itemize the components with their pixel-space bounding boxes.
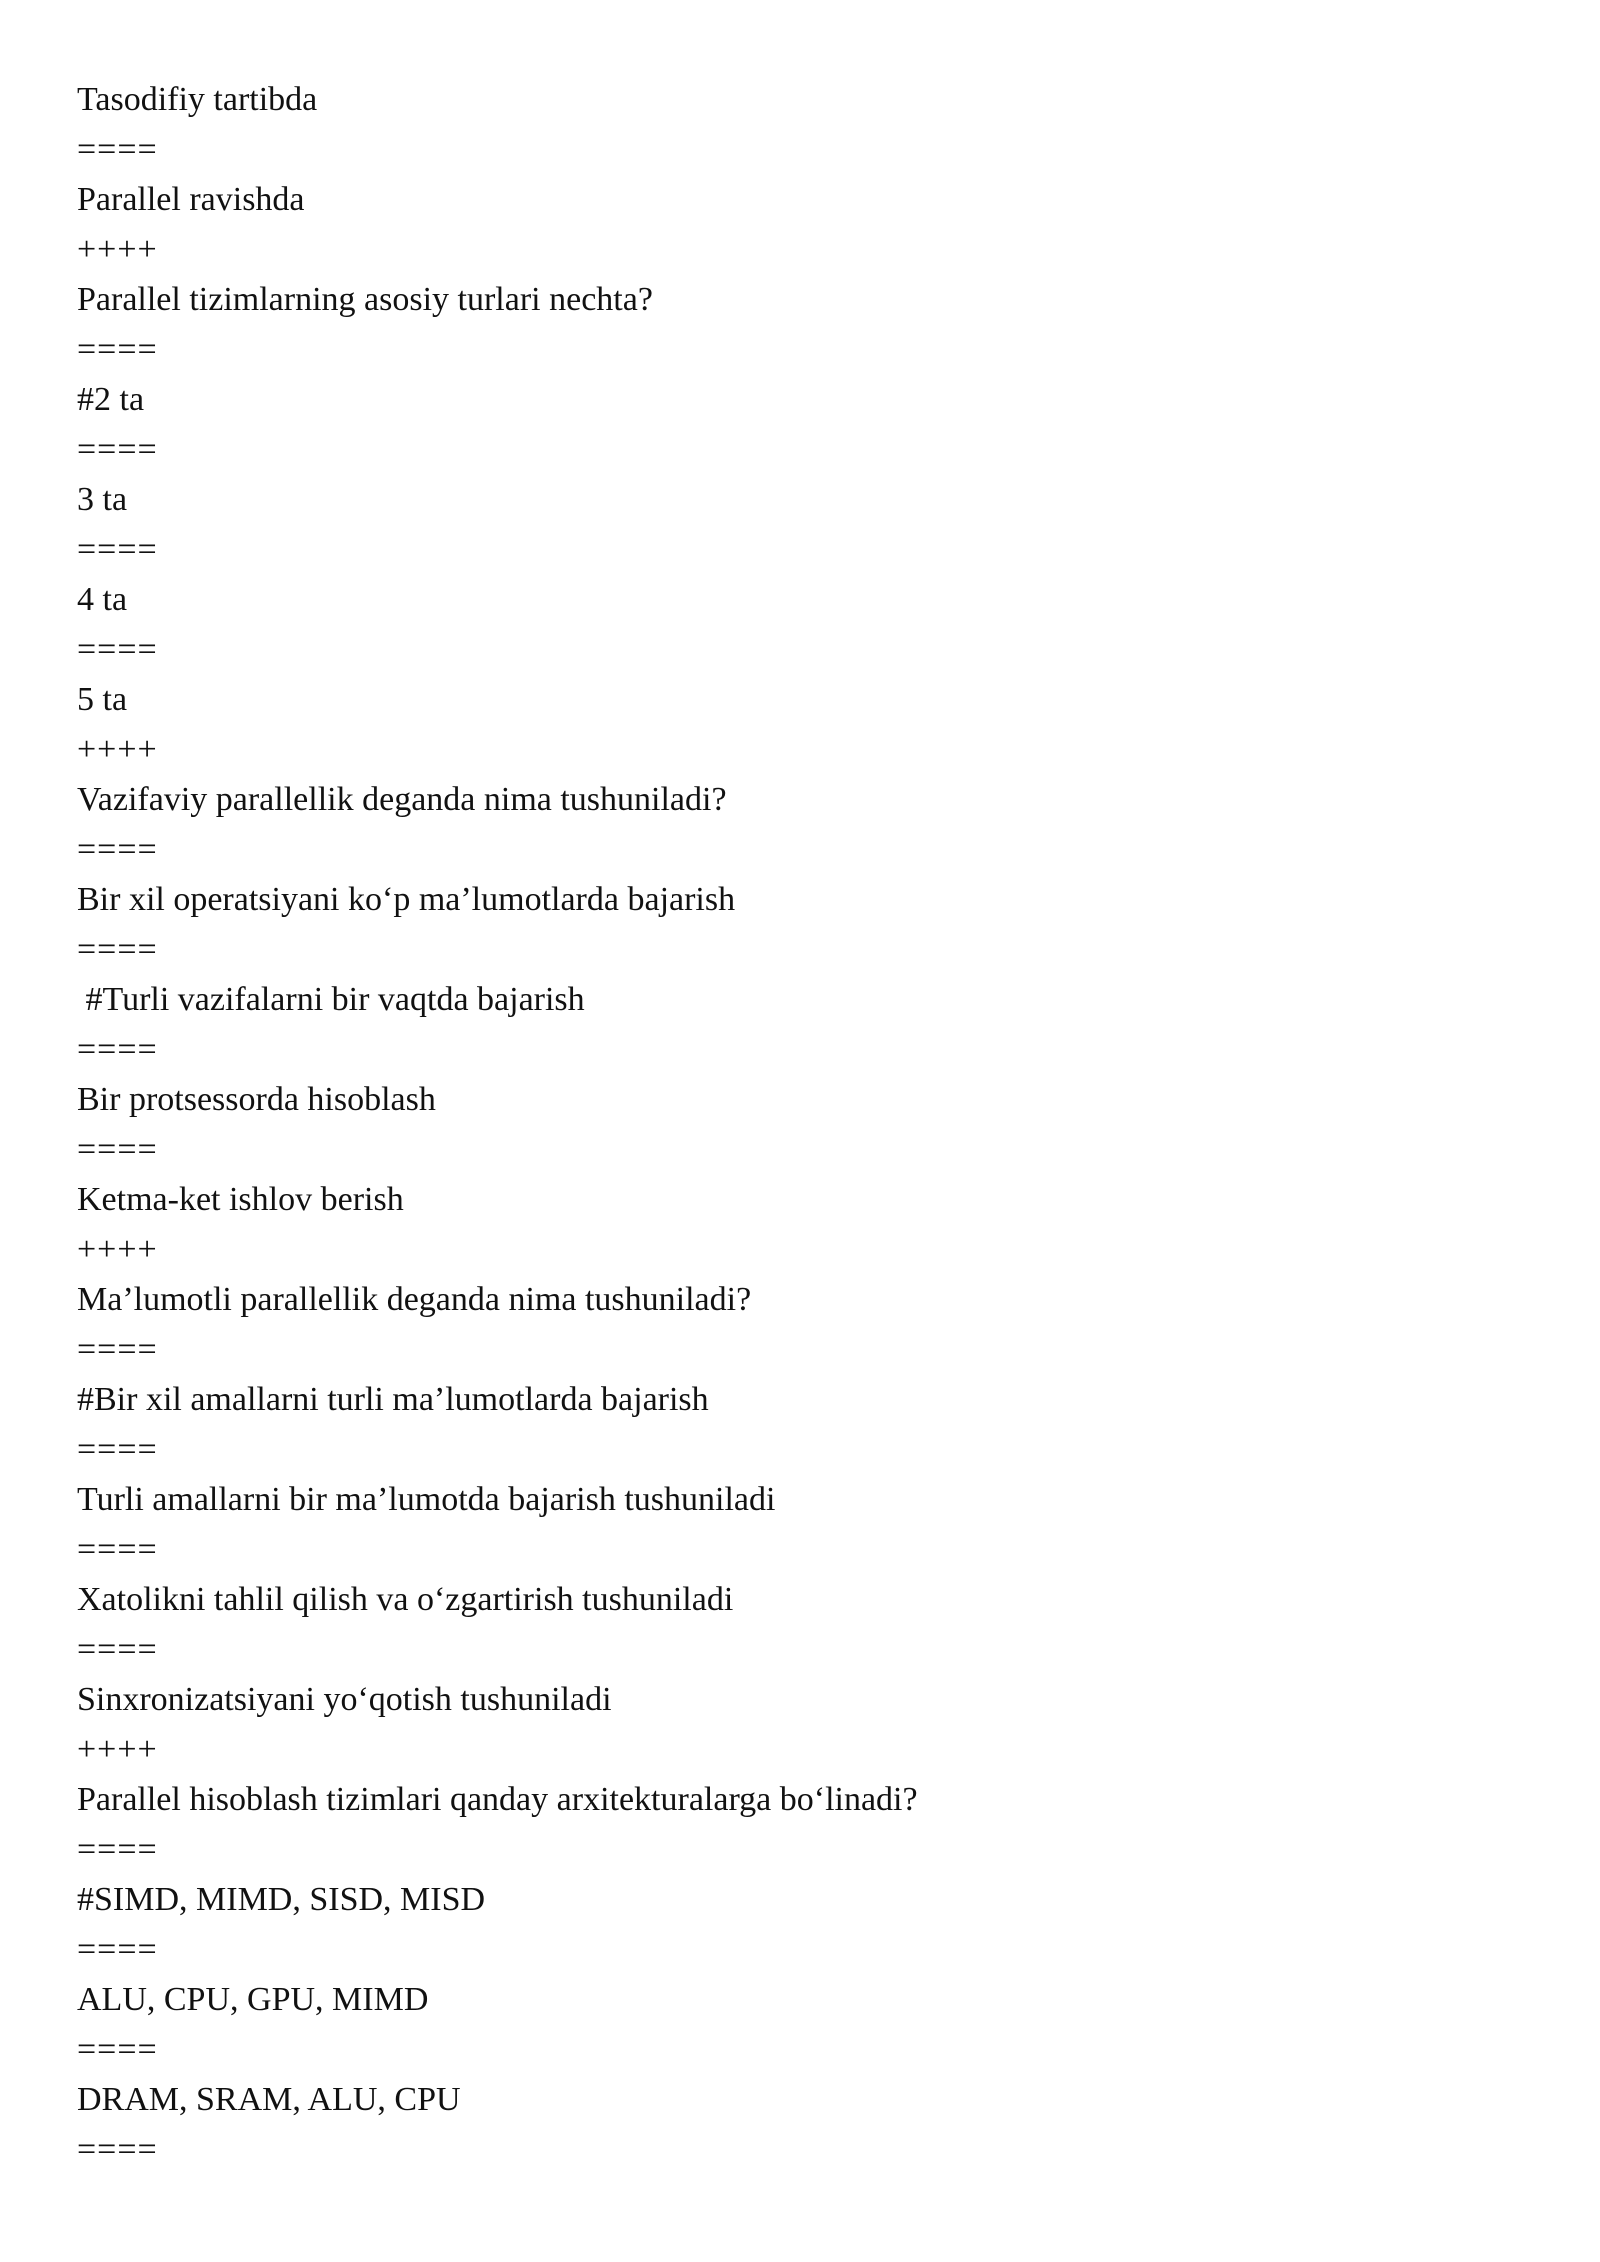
answer-option: Tasodifiy tartibda (77, 81, 318, 118)
answer-option-correct: #Bir xil amallarni turli ma’lumotlarda bajarish (77, 1381, 709, 1418)
answer-option: Ketma-ket ishlov berish (77, 1181, 404, 1218)
option-separator: ==== (77, 1131, 158, 1168)
option-separator: ==== (77, 831, 158, 868)
option-separator: ==== (77, 431, 158, 468)
option-separator: ==== (77, 131, 158, 168)
document-body (77, 75, 1527, 2175)
option-separator: ==== (77, 531, 158, 568)
option-separator: ==== (77, 631, 158, 668)
question-separator: ++++ (77, 1731, 158, 1768)
option-separator: ==== (77, 331, 158, 368)
answer-option: 4 ta (77, 581, 128, 618)
option-separator: ==== (77, 1531, 158, 1568)
answer-option: ALU, CPU, GPU, MIMD (77, 1981, 429, 2018)
question-separator: ++++ (77, 231, 158, 268)
answer-option: Sinxronizatsiyani yo‘qotish tushuniladi (77, 1681, 612, 1718)
question-text: Ma’lumotli parallellik deganda nima tushuniladi? (77, 1281, 752, 1318)
question-text: Parallel hisoblash tizimlari qanday arxitekturalarga bo‘linadi? (77, 1781, 918, 1818)
option-separator: ==== (77, 1031, 158, 1068)
option-separator: ==== (77, 1431, 158, 1468)
option-separator: ==== (77, 1831, 158, 1868)
answer-option: Turli amallarni bir ma’lumotda bajarish tushuniladi (77, 1481, 776, 1518)
answer-option: 3 ta (77, 481, 128, 518)
answer-option: Bir protsessorda hisoblash (77, 1081, 436, 1118)
option-separator: ==== (77, 2131, 158, 2168)
question-separator: ++++ (77, 731, 158, 768)
answer-option: Bir xil operatsiyani ko‘p ma’lumotlarda bajarish (77, 881, 736, 918)
question-separator: ++++ (77, 1231, 158, 1268)
option-separator: ==== (77, 2031, 158, 2068)
answer-option-correct: #SIMD, MIMD, SISD, MISD (77, 1881, 486, 1918)
question-text: Vazifaviy parallellik deganda nima tushuniladi? (77, 781, 727, 818)
option-separator: ==== (77, 1331, 158, 1368)
answer-option: Xatolikni tahlil qilish va o‘zgartirish tushuniladi (77, 1581, 734, 1618)
answer-option: Parallel ravishda (77, 181, 305, 218)
option-separator: ==== (77, 931, 158, 968)
answer-option-correct: #2 ta (77, 381, 145, 418)
question-text: Parallel tizimlarning asosiy turlari nechta? (77, 281, 653, 318)
answer-option-correct: #Turli vazifalarni bir vaqtda bajarish (77, 981, 585, 1018)
option-separator: ==== (77, 1631, 158, 1668)
option-separator: ==== (77, 1931, 158, 1968)
answer-option: DRAM, SRAM, ALU, CPU (77, 2081, 461, 2118)
answer-option: 5 ta (77, 681, 128, 718)
